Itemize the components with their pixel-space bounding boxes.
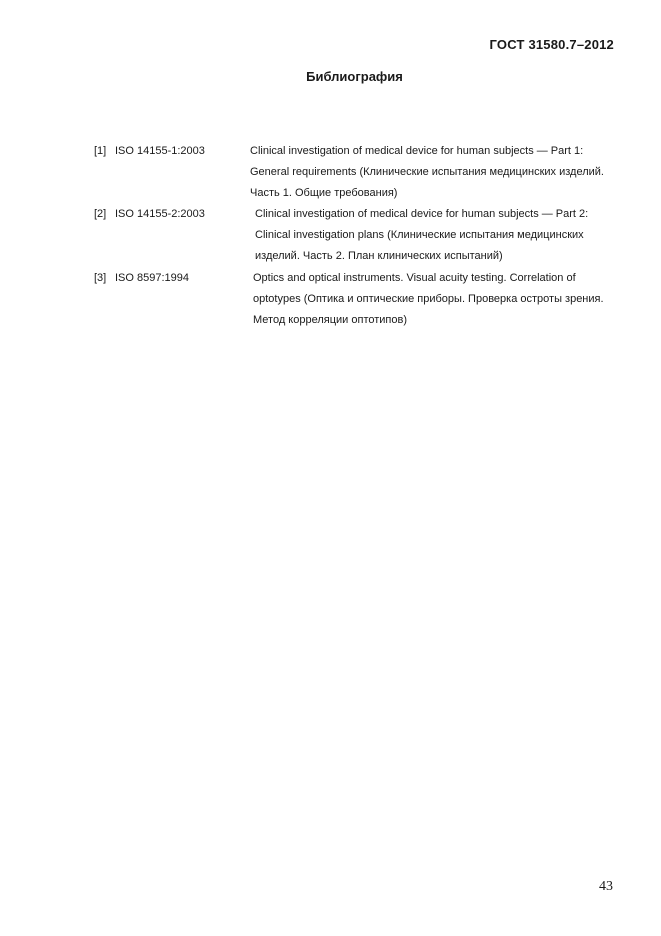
reference-description: Clinical investigation of medical device for human subjects — Part 1: General requirements (Клинические испытания медицинских изделий. Часть 1. Общие требования) [250,145,604,199]
reference-number: [2] [94,208,107,220]
reference-standard-code: ISO 14155-1:2003 [115,145,205,157]
document-code: ГОСТ 31580.7–2012 [489,37,614,52]
reference-description: Clinical investigation of medical device for human subjects — Part 2: Clinical investigation plans (Клинические испытания медицинских изделий. Часть 2. План клинических испытаний) [255,208,589,262]
reference-standard-code: ISO 14155-2:2003 [115,208,205,220]
page-number: 43 [599,879,613,894]
reference-number: [3] [94,272,107,284]
page-title: Библиография [306,69,403,84]
reference-number: [1] [94,145,107,157]
reference-standard-code: ISO 8597:1994 [115,272,190,284]
reference-description: Optics and optical instruments. Visual acuity testing. Correlation of optotypes (Оптика и оптические приборы. Проверка остроты зрения. Метод корреляции оптотипов) [253,272,604,326]
